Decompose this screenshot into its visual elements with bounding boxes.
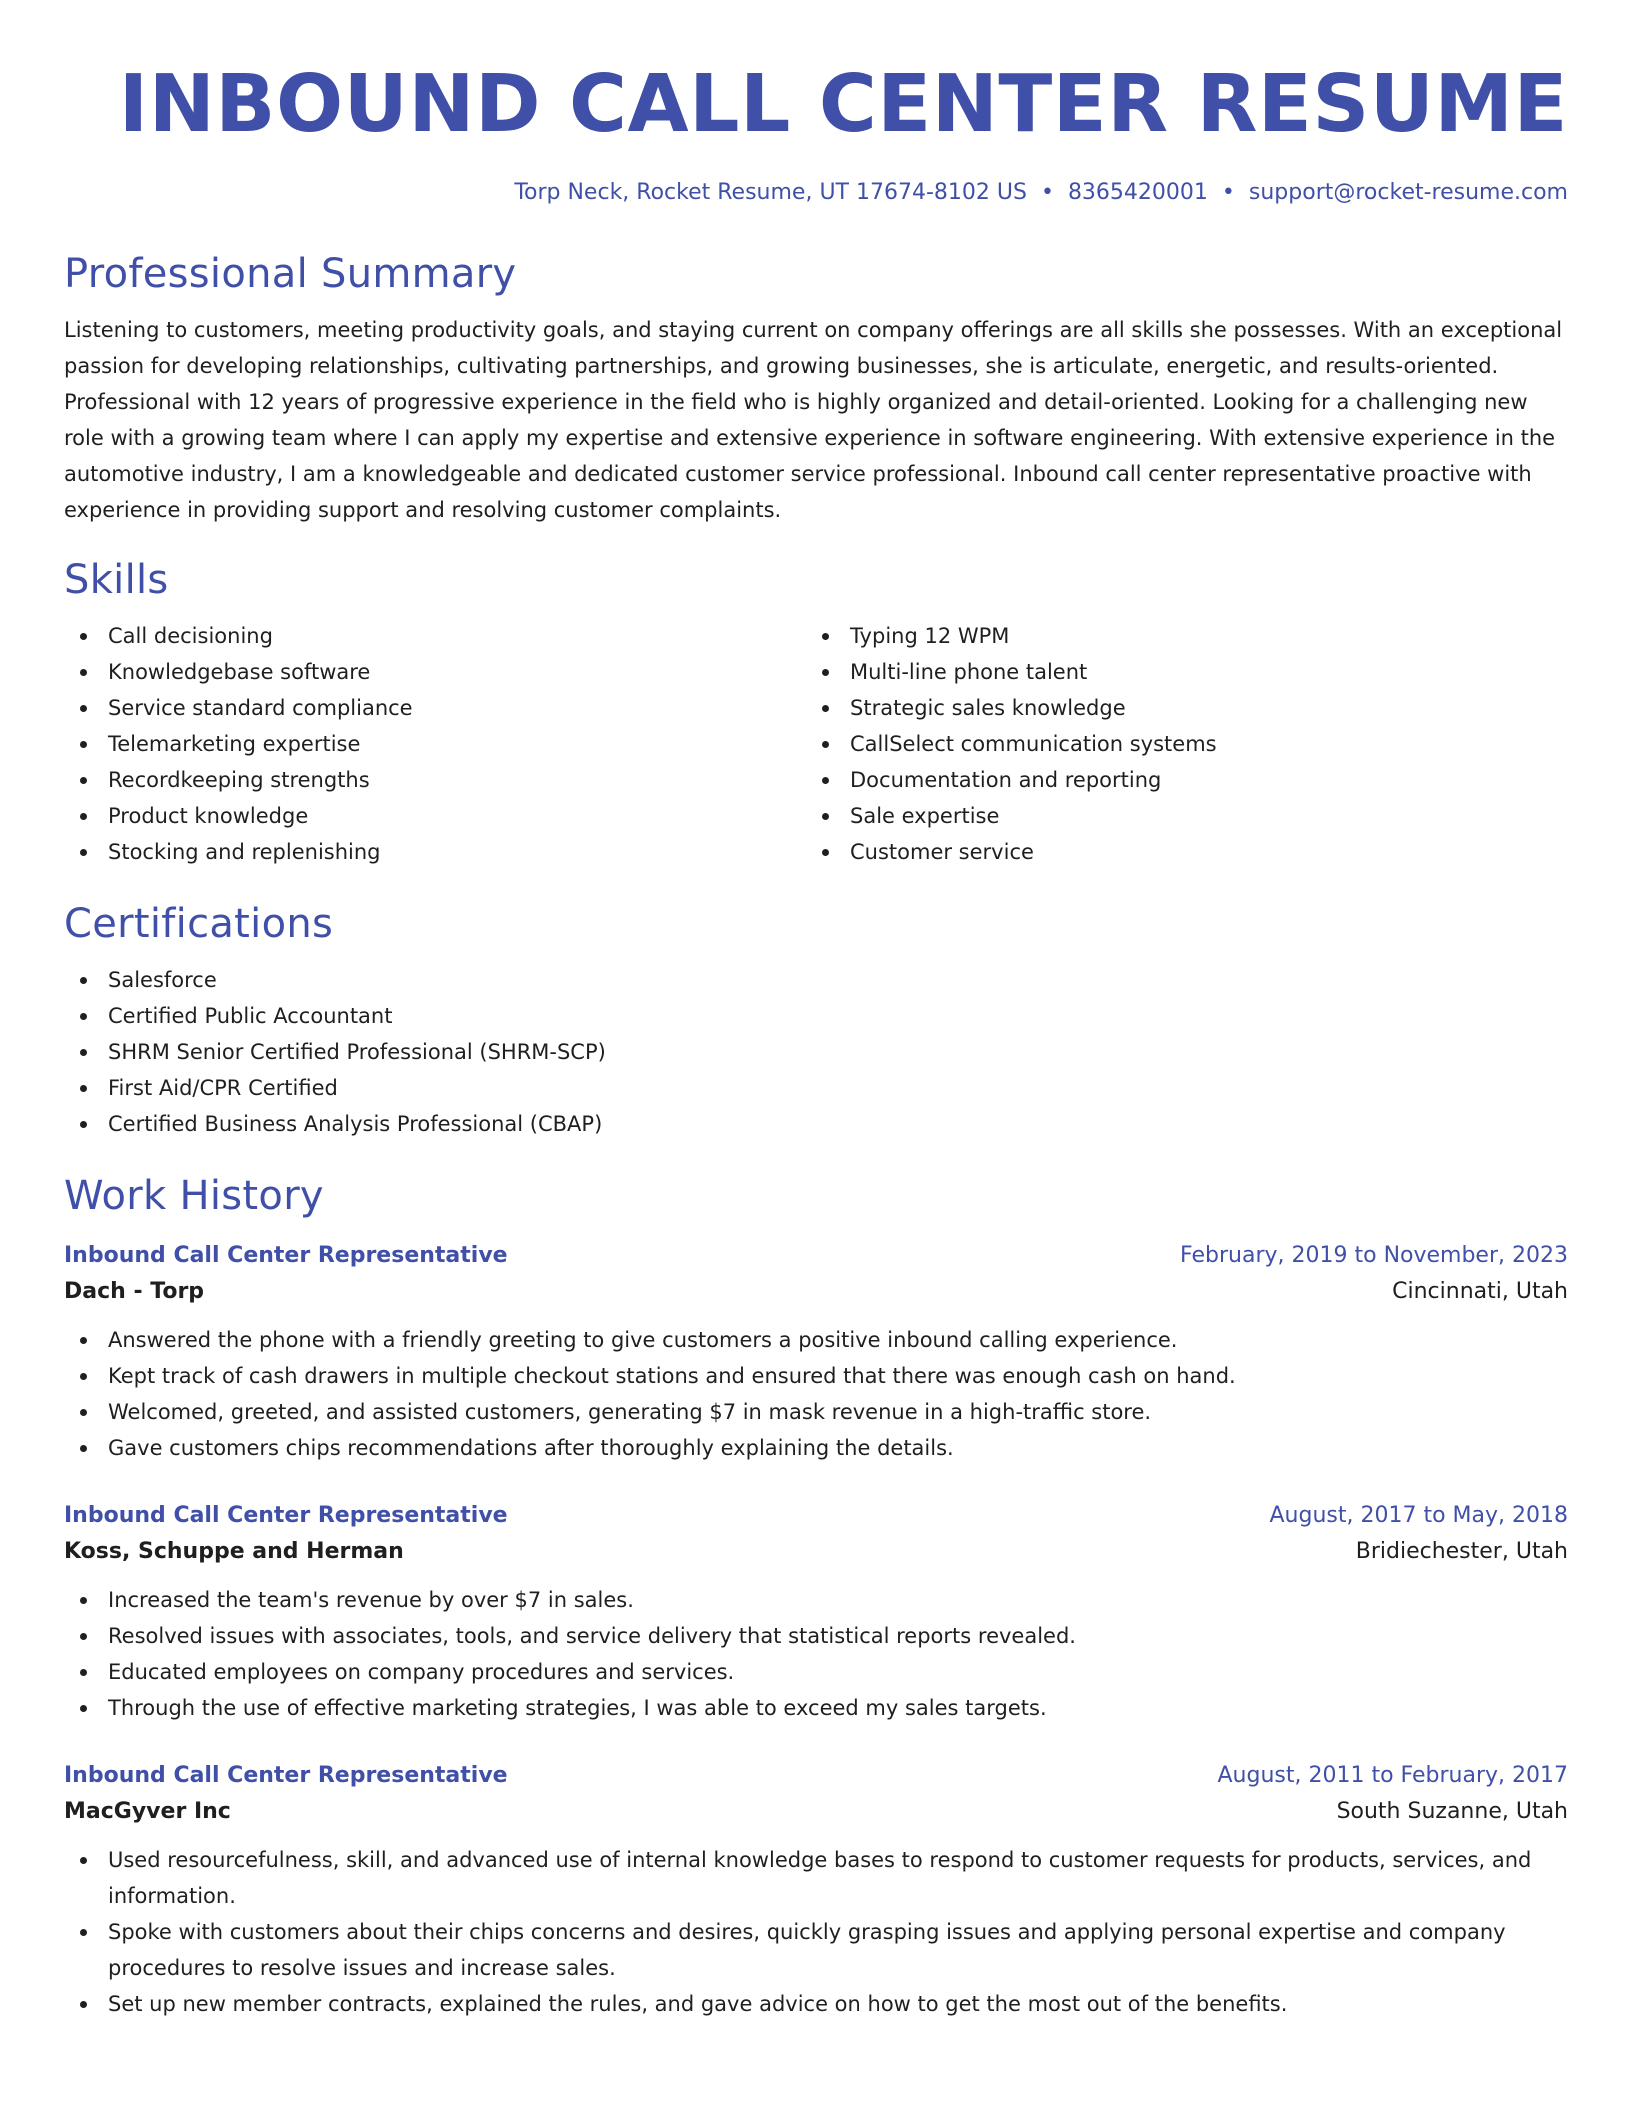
skill-item: Customer service xyxy=(806,834,1548,870)
job-location: Bridiechester, Utah xyxy=(1355,1539,1568,1564)
contact-separator: • xyxy=(1040,180,1054,205)
skills-column-right xyxy=(806,618,1548,870)
job-bullet: Resolved issues with associates, tools, and service delivery that statistical reports revealed. xyxy=(64,1618,1568,1654)
contact-line xyxy=(64,178,1568,208)
job-bullet-list xyxy=(64,1322,1568,1466)
job-bullet: Kept track of cash drawers in multiple checkout stations and ensured that there was enough cash on hand. xyxy=(64,1358,1568,1394)
certification-item: SHRM Senior Certified Professional (SHRM-SCP) xyxy=(64,1034,1568,1070)
skill-item: CallSelect communication systems xyxy=(806,726,1548,762)
summary-text: Listening to customers, meeting productivity goals, and staying current on company offerings are all skills she possesses. With an exceptional passion for developing relationships, cultivating partnerships, and growing businesses, she is articulate, energetic, and results-oriented. Professional with 12 years of progressive experience in the field who is highly organized and detail-oriented. Looking for a challenging new role with a growing team where I can apply my expertise and extensive experience in software engineering. With extensive experience in the automotive industry, I am a knowledgeable and dedicated customer service professional. Inbound call center representative proactive with experience in providing support and resolving customer complaints. xyxy=(64,318,1563,522)
job-subheader xyxy=(64,1272,1568,1312)
contact-separator: • xyxy=(1221,180,1235,205)
job-role: Inbound Call Center Representative xyxy=(64,1763,508,1788)
contact-phone: 8365420001 xyxy=(1067,180,1208,205)
skills-column-left xyxy=(64,618,806,870)
certification-item: First Aid/CPR Certified xyxy=(64,1070,1568,1106)
skill-item: Telemarketing expertise xyxy=(64,726,806,762)
skill-item: Knowledgebase software xyxy=(64,654,806,690)
skills-list xyxy=(64,618,1568,870)
certifications-heading: Certifications xyxy=(64,901,334,947)
job-company: Koss, Schuppe and Herman xyxy=(64,1539,404,1564)
job-company: Dach - Torp xyxy=(64,1279,205,1304)
job-bullet: Spoke with customers about their chips concerns and desires, quickly grasping issues and applying personal expertise and company procedures to resolve issues and increase sales. xyxy=(64,1914,1568,1986)
job-header xyxy=(64,1240,1568,1272)
job-company: MacGyver Inc xyxy=(64,1799,231,1824)
skill-item: Call decisioning xyxy=(64,618,806,654)
skills-heading: Skills xyxy=(64,557,169,603)
skill-item: Multi-line phone talent xyxy=(806,654,1548,690)
work-history-heading: Work History xyxy=(64,1173,324,1219)
certifications-list xyxy=(64,962,1568,1142)
skill-item: Typing 12 WPM xyxy=(806,618,1548,654)
job-bullet: Through the use of effective marketing strategies, I was able to exceed my sales targets. xyxy=(64,1690,1568,1726)
job-role: Inbound Call Center Representative xyxy=(64,1243,508,1268)
job-subheader xyxy=(64,1792,1568,1832)
job-bullet-list xyxy=(64,1842,1568,2022)
certification-item: Salesforce xyxy=(64,962,1568,998)
resume-page xyxy=(64,0,1568,2022)
job-bullet: Used resourcefulness, skill, and advanced use of internal knowledge bases to respond to customer requests for products, services, and information. xyxy=(64,1842,1568,1914)
job-dates: August, 2011 to February, 2017 xyxy=(1217,1763,1568,1788)
job-subheader xyxy=(64,1532,1568,1572)
resume-title: INBOUND CALL CENTER RESUME xyxy=(118,58,1568,150)
job-entry xyxy=(64,1240,1568,1466)
summary-heading: Professional Summary xyxy=(64,251,517,297)
skill-item: Recordkeeping strengths xyxy=(64,762,806,798)
job-location: Cincinnati, Utah xyxy=(1392,1279,1568,1304)
job-bullet: Educated employees on company procedures and services. xyxy=(64,1654,1568,1690)
job-bullet: Welcomed, greeted, and assisted customers, generating $7 in mask revenue in a high-traffic store. xyxy=(64,1394,1568,1430)
certification-item: Certified Business Analysis Professional (CBAP) xyxy=(64,1106,1568,1142)
job-bullet: Increased the team's revenue by over $7 in sales. xyxy=(64,1582,1568,1618)
job-location: South Suzanne, Utah xyxy=(1336,1799,1568,1824)
job-header xyxy=(64,1500,1568,1532)
job-header xyxy=(64,1760,1568,1792)
contact-address: Torp Neck, Rocket Resume, UT 17674-8102 US xyxy=(514,180,1027,205)
job-bullet: Answered the phone with a friendly greeting to give customers a positive inbound calling experience. xyxy=(64,1322,1568,1358)
skill-item: Sale expertise xyxy=(806,798,1548,834)
skill-item: Strategic sales knowledge xyxy=(806,690,1548,726)
job-bullet-list xyxy=(64,1582,1568,1726)
job-dates: August, 2017 to May, 2018 xyxy=(1269,1503,1568,1528)
job-entry xyxy=(64,1760,1568,2022)
skill-item: Stocking and replenishing xyxy=(64,834,806,870)
skill-item: Service standard compliance xyxy=(64,690,806,726)
skill-item: Product knowledge xyxy=(64,798,806,834)
job-entry xyxy=(64,1500,1568,1726)
job-role: Inbound Call Center Representative xyxy=(64,1503,508,1528)
contact-email: support@rocket-resume.com xyxy=(1248,180,1568,205)
certification-item: Certified Public Accountant xyxy=(64,998,1568,1034)
job-bullet: Gave customers chips recommendations after thoroughly explaining the details. xyxy=(64,1430,1568,1466)
job-dates: February, 2019 to November, 2023 xyxy=(1180,1243,1568,1268)
job-bullet: Set up new member contracts, explained the rules, and gave advice on how to get the most out of the benefits. xyxy=(64,1986,1568,2022)
skill-item: Documentation and reporting xyxy=(806,762,1548,798)
